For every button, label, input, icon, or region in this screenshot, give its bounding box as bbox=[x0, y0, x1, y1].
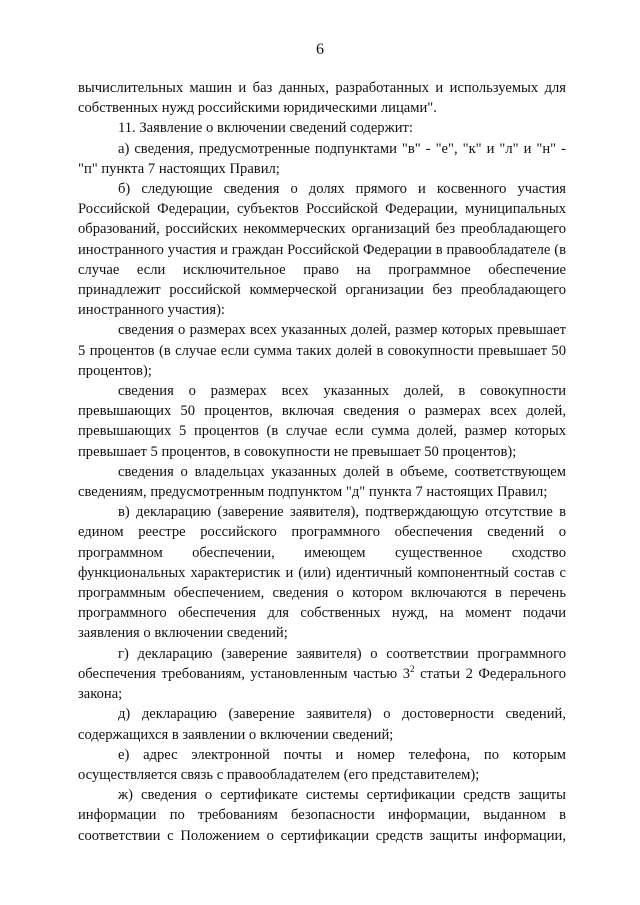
paragraph-subitem-zh: ж) сведения о сертификате системы сертификации средств защиты информации по требованиям безопасности информации, выданном в соответствии с Положением о сертификации средств защиты информации, bbox=[78, 787, 566, 844]
paragraph-shares-over-50: сведения о размерах всех указанных долей, в совокупности превышающих 50 процентов, включая сведения о размерах всех долей, превышающих 5 процентов (в случае если сумма долей, размер которых превышает 5 процентов, в совокупности не превышает 50 процентов); bbox=[78, 383, 566, 460]
paragraph-subitem-a: а) сведения, предусмотренные подпунктами "в" - "е", "к" и "л" и "н" - "п" пункта 7 настоящих Правил; bbox=[78, 140, 566, 177]
paragraph-subitem-g bbox=[78, 644, 566, 705]
paragraph-shares-over-5: сведения о размерах всех указанных долей, размер которых превышает 5 процентов (в случае если сумма таких долей в совокупности превышает 50 процентов); bbox=[78, 322, 566, 379]
document-body bbox=[78, 78, 566, 846]
superscript-index: 2 bbox=[410, 663, 415, 674]
paragraph-subitem-d: д) декларацию (заверение заявителя) о достоверности сведений, содержащихся в заявлении о включении сведений; bbox=[78, 706, 566, 743]
paragraph-share-owners: сведения о владельцах указанных долей в объеме, соответствующем сведениям, предусмотренным подпунктом "д" пункта 7 настоящих Правил; bbox=[78, 463, 566, 501]
paragraph-subitem-v: в) декларацию (заверение заявителя), подтверждающую отсутствие в едином реестре российского программного обеспечения сведений о программном обеспечении, имеющем существенное сходство функциональных характеристик и (или) идентичный компонентный состав с программным обеспечением, сведения о котором включаются в перечень программного обеспечения для собственных нужд, на момент подачи заявления о включении сведений; bbox=[78, 504, 566, 642]
paragraph-continuation: вычислительных машин и баз данных, разработанных и используемых для собственных нужд российскими юридическими лицами". bbox=[78, 80, 566, 117]
paragraph-item-11: 11. Заявление о включении сведений содержит: bbox=[118, 120, 413, 137]
paragraph-subitem-g-text-start: г) декларацию (заверение заявителя) о соответствии программного обеспечения требованиям, установленным частью 3 bbox=[78, 645, 566, 682]
page-number: 6 bbox=[316, 41, 324, 58]
paragraph-subitem-b: б) следующие сведения о долях прямого и косвенного участия Российской Федерации, субъектов Российской Федерации, муниципальных образований, российских некоммерческих организаций без преобладающего иностранного участия и граждан Российской Федерации в правообладателе (в случае если исключительное право на программное обеспечение принадлежит российской коммерческой организации без преобладающего иностранного участия): bbox=[78, 181, 566, 319]
paragraph-subitem-e: е) адрес электронной почты и номер телефона, по которым осуществляется связь с правообладателем (его представителем); bbox=[78, 746, 566, 783]
paragraph-subitem-g-text-end: статьи 2 Федерального закона; bbox=[78, 665, 566, 703]
